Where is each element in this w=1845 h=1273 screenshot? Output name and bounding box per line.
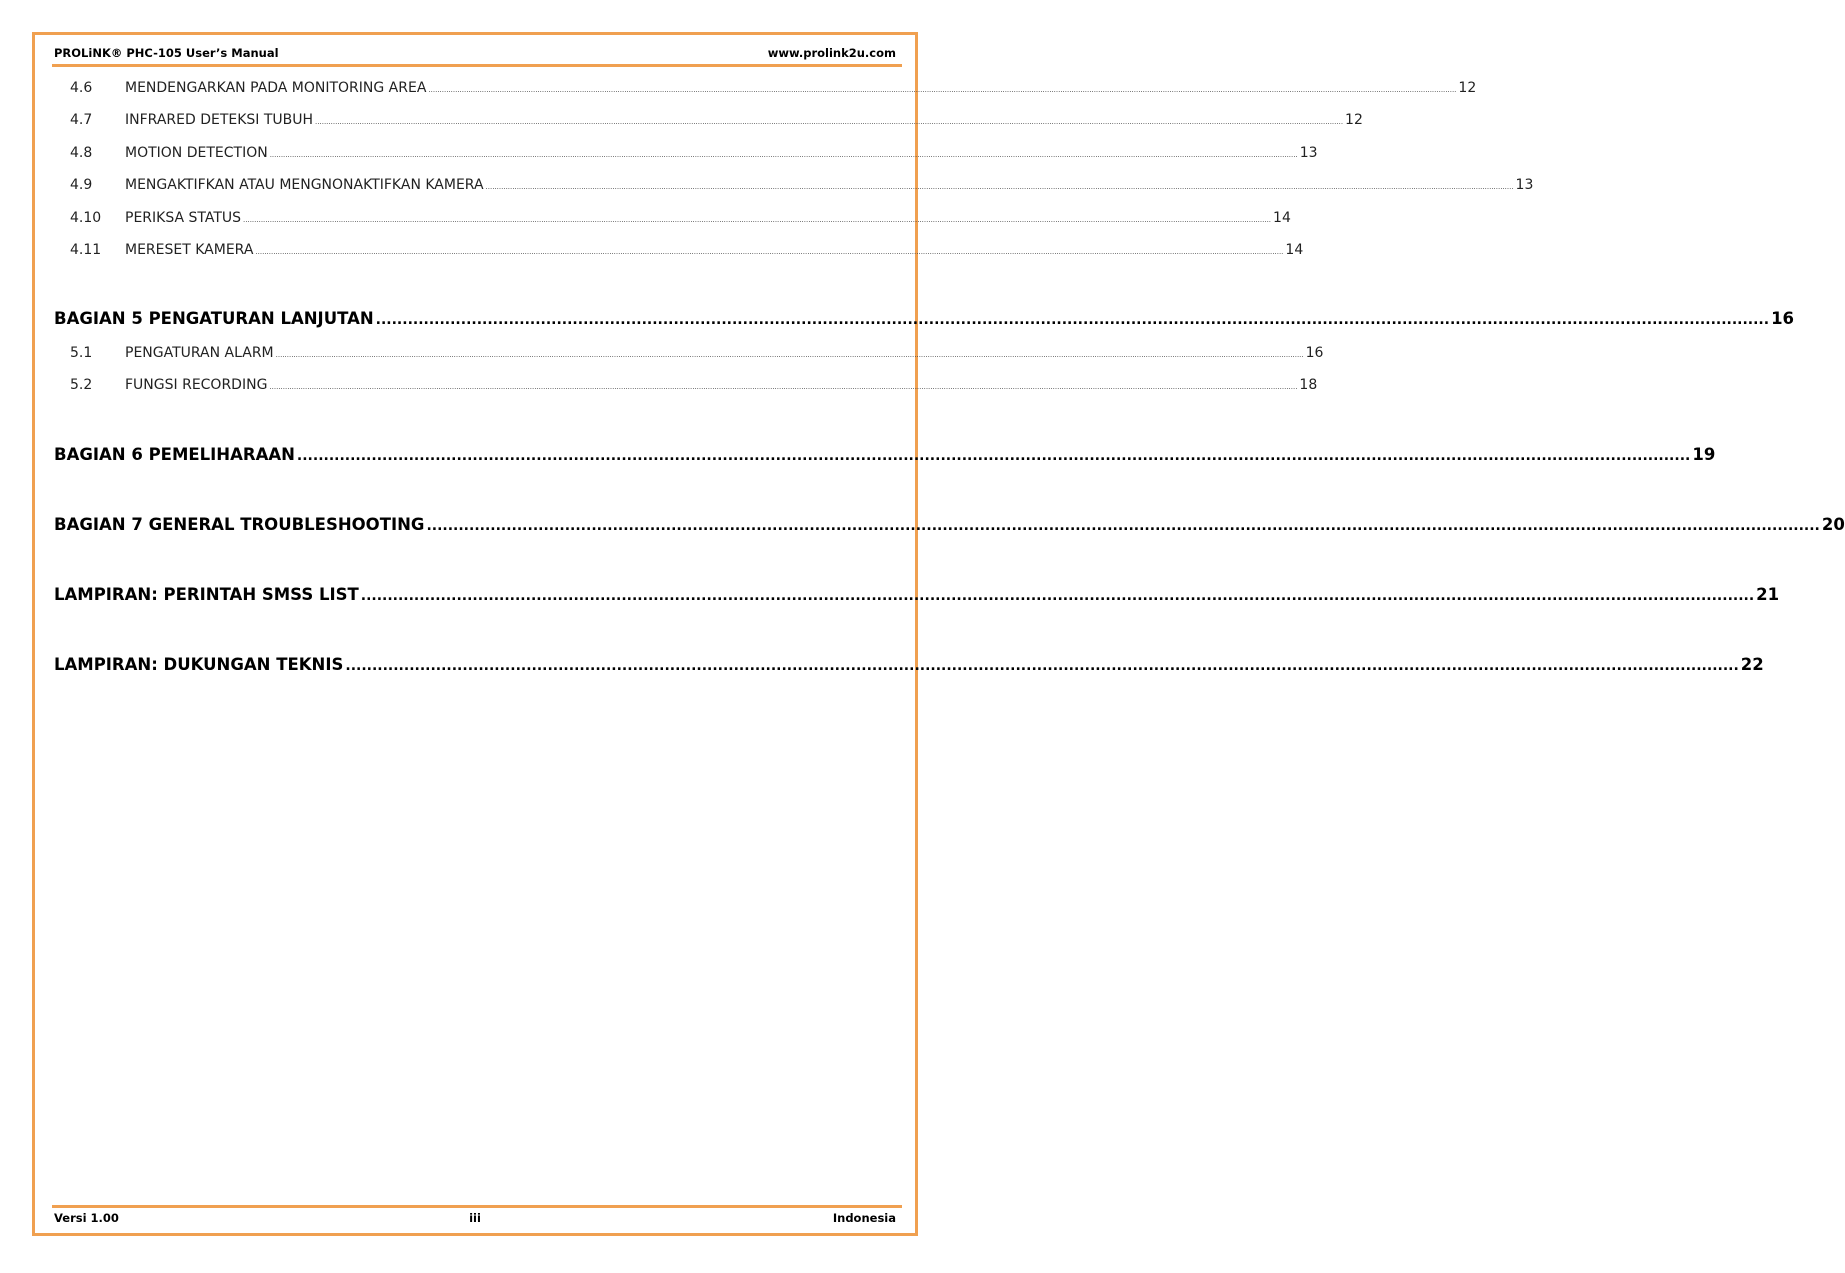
- dot-leader: ..............................................................................................................................................................................................................................................................................................................................................................................................................................................................................: [269, 383, 1298, 391]
- toc-chapter-page: 16: [1771, 309, 1795, 328]
- dot-leader: ......................................................................................................................................................................................................................................................................: [345, 658, 1739, 674]
- toc-appendix-smss[interactable]: [54, 585, 1780, 604]
- toc-entry-title: MENGAKTIFKAN ATAU MENGNONAKTIFKAN KAMERA: [125, 177, 484, 193]
- toc-entry-4-10[interactable]: [54, 210, 1291, 226]
- toc-entry-number: 4.7: [70, 112, 93, 128]
- language-label: Indonesia: [832, 1211, 896, 1225]
- toc-entry-page: 14: [1273, 210, 1291, 226]
- dot-leader: ..............................................................................................................................................................................................................................................................................................................................................................................................................................................................................: [255, 248, 1284, 256]
- toc-entry-page: 13: [1515, 177, 1534, 193]
- toc-entry-4-11[interactable]: [54, 242, 1304, 258]
- header-divider: [52, 64, 902, 67]
- toc-entry-page: 12: [1458, 80, 1477, 96]
- toc-entry-number: 4.6: [70, 80, 93, 96]
- page-number: iii: [469, 1211, 481, 1225]
- toc-entry-title: FUNGSI RECORDING: [125, 377, 268, 393]
- toc-chapter-6[interactable]: [54, 445, 1716, 464]
- footer-divider: [52, 1205, 902, 1208]
- toc-chapter-title: BAGIAN 7 GENERAL TROUBLESHOOTING: [54, 515, 425, 534]
- toc-entry-page: 14: [1285, 242, 1304, 258]
- toc-entry-number: 5.1: [70, 345, 93, 361]
- website-link[interactable]: www.prolink2u.com: [767, 46, 896, 60]
- toc-entry-number: 4.9: [70, 177, 93, 193]
- dot-leader: ......................................................................................................................................................................................................................................................................: [375, 312, 1770, 328]
- toc-chapter-page: 22: [1740, 655, 1764, 674]
- toc-entry-4-7[interactable]: [54, 112, 1363, 128]
- page-footer: [54, 1211, 896, 1227]
- toc-chapter-title: BAGIAN 5 PENGATURAN LANJUTAN: [54, 309, 374, 328]
- toc-chapter-page: 21: [1756, 585, 1780, 604]
- dot-leader: ......................................................................................................................................................................................................................................................................: [426, 518, 1820, 534]
- toc-entry-number: 4.10: [70, 210, 102, 226]
- dot-leader: ......................................................................................................................................................................................................................................................................: [360, 588, 1755, 604]
- toc-entry-title: MOTION DETECTION: [125, 145, 268, 161]
- toc-entry-page: 13: [1299, 145, 1318, 161]
- dot-leader: ..............................................................................................................................................................................................................................................................................................................................................................................................................................................................................: [315, 118, 1344, 126]
- page-header: [54, 46, 896, 62]
- toc-entry-number: 5.2: [70, 377, 93, 393]
- toc-chapter-title: BAGIAN 6 PEMELIHARAAN: [54, 445, 295, 464]
- dot-leader: ..............................................................................................................................................................................................................................................................................................................................................................................................................................................................................: [428, 86, 1457, 94]
- toc-chapter-title: LAMPIRAN: DUKUNGAN TEKNIS: [54, 655, 344, 674]
- toc-chapter-page: 20: [1821, 515, 1845, 534]
- dot-leader: ..............................................................................................................................................................................................................................................................................................................................................................................................................................................................................: [269, 151, 1298, 159]
- toc-entry-number: 4.11: [70, 242, 102, 258]
- toc-entry-title: PENGATURAN ALARM: [125, 345, 274, 361]
- toc-entry-4-9[interactable]: [54, 177, 1534, 193]
- toc-entry-5-2[interactable]: [54, 377, 1318, 393]
- toc-entry-page: 18: [1299, 377, 1318, 393]
- toc-entry-page: 12: [1345, 112, 1363, 128]
- toc-appendix-support[interactable]: [54, 655, 1764, 674]
- toc-entry-number: 4.8: [70, 145, 93, 161]
- toc-entry-title: MERESET KAMERA: [125, 242, 254, 258]
- dot-leader: ..............................................................................................................................................................................................................................................................................................................................................................................................................................................................................: [485, 183, 1514, 191]
- toc-entry-4-8[interactable]: [54, 145, 1318, 161]
- toc-entry-title: INFRARED DETEKSI TUBUH: [125, 112, 314, 128]
- toc-chapter-7[interactable]: [54, 515, 1845, 534]
- version-label: Versi 1.00: [54, 1211, 119, 1225]
- toc-chapter-page: 19: [1692, 445, 1716, 464]
- toc-entry-title: PERIKSA STATUS: [125, 210, 242, 226]
- dot-leader: ..............................................................................................................................................................................................................................................................................................................................................................................................................................................................................: [275, 351, 1304, 359]
- toc-entry-page: 16: [1305, 345, 1324, 361]
- dot-leader: ......................................................................................................................................................................................................................................................................: [296, 448, 1691, 464]
- dot-leader: ..............................................................................................................................................................................................................................................................................................................................................................................................................................................................................: [243, 216, 1272, 224]
- toc-chapter-title: LAMPIRAN: PERINTAH SMSS LIST: [54, 585, 359, 604]
- toc-entry-title: MENDENGARKAN PADA MONITORING AREA: [125, 80, 427, 96]
- toc-entry-4-6[interactable]: [54, 80, 1477, 96]
- toc-entry-5-1[interactable]: [54, 345, 1324, 361]
- toc-chapter-5[interactable]: [54, 309, 1795, 328]
- manual-title: PROLiNK® PHC-105 User’s Manual: [54, 46, 279, 60]
